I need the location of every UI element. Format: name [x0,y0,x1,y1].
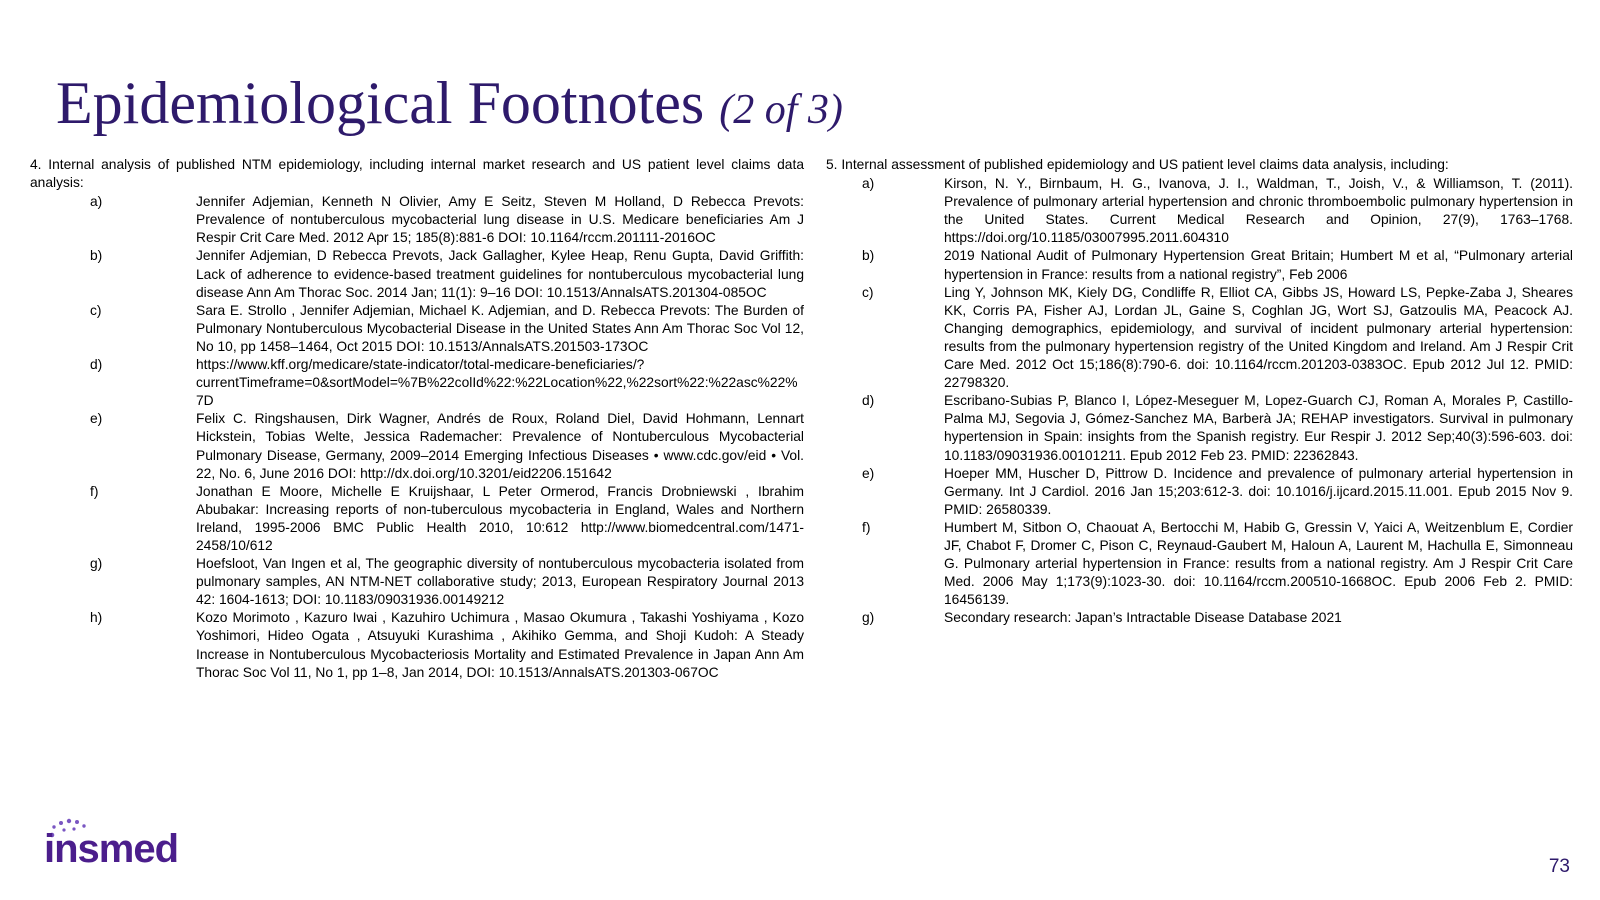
reference-item [30,609,804,681]
footnote-4-reference-list [30,193,804,682]
reference-text: Hoefsloot, Van Ingen et al, The geographic diversity of nontuberculous mycobacteria isolated from pulmonary samples, AN NTM-NET collaborative study; 2013, European Respiratory Journal 2013 42: 1604-1613; DOI: 10.1183/09031936.00149212 [196,556,804,608]
reference-item [826,465,1573,519]
reference-letter: a) [90,194,103,210]
reference-text: 2019 National Audit of Pulmonary Hypertension Great Britain; Humbert M et al, “Pulmonary arterial hypertension in France: results from a national registry”, Feb 2006 [944,248,1573,282]
footnotes-column-left [30,156,804,682]
footnotes-column-right [826,156,1573,627]
reference-item [30,483,804,555]
footnote-4-intro: 4. Internal analysis of published NTM epidemiology, including internal market research and US patient level claims data analysis: [30,157,804,191]
reference-text: Jennifer Adjemian, D Rebecca Prevots, Jack Gallagher, Kylee Heap, Renu Gupta, David Griffith: Lack of adherence to evidence-based treatment guidelines for nontuberculous mycobacterial lung disease Ann Am Thorac Soc. 2014 Jan; 11(1): 9–16 DOI: 10.1513/AnnalsATS.201304-085OC [196,248,804,300]
reference-letter: f) [90,483,99,499]
page-number: 73 [1548,856,1570,877]
insmed-logo [44,818,194,874]
reference-item [826,609,1573,627]
reference-text: Felix C. Ringshausen, Dirk Wagner, Andrés de Roux, Roland Diel, David Hohmann, Lennart Hickstein, Tobias Welte, Jessica Rademacher: Prevalence of Nontuberculous Mycobacterial Pulmonary Disease, Germany, 2009–2014 Emerging Infectious Diseases • www.cdc.gov/eid • Vol. 22, No. 6, June 2016 DOI: http://dx.doi.org/10.3201/eid2206.151642 [196,411,804,481]
reference-item [30,410,804,482]
footnote-5-intro: 5. Internal assessment of published epidemiology and US patient level claims data analysis, including: [826,157,1449,172]
footnote-5-reference-list [826,175,1573,627]
reference-letter: c) [90,302,102,318]
reference-text: Kozo Morimoto , Kazuro Iwai , Kazuhiro Uchimura , Masao Okumura , Takashi Yoshiyama , Kozo Yoshimori, Hideo Ogata , Atsuyuki Kurashima , Akihiko Gemma, and Shoji Kudoh: A Steady Increase in Nontuberculous Mycobacteriosis Mortality and Estimated Prevalence in Japan Ann Am Thorac Soc Vol 11, No 1, pp 1–8, Jan 2014, DOI: 10.1513/AnnalsATS.201303-067OC [196,610,804,680]
reference-item [826,392,1573,464]
reference-text: Secondary research: Japan’s Intractable Disease Database 2021 [944,610,1342,626]
reference-item [30,356,804,410]
title-main: Epidemiological Footnotes [56,70,705,136]
reference-text: Jonathan E Moore, Michelle E Kruijshaar, L Peter Ormerod, Francis Drobniewski , Ibrahim Abubakar: Increasing reports of non-tuberculous mycobacteria in England, Wales and Northern Ireland, 1995-2006 BMC Public Health 2010, 10:612 http://www.biomedcentral.com/1471-2458/10/612 [196,483,804,553]
reference-item [826,519,1573,609]
reference-letter: d) [90,357,103,373]
reference-text: Kirson, N. Y., Birnbaum, H. G., Ivanova, J. I., Waldman, T., Joish, V., & Williamson, T. (2011). Prevalence of pulmonary arterial hypertension and chronic thromboembolic pulmonary hypertension in the United States. Current Medical Research and Opinion, 27(9), 1763–1768. https://doi.org/10.1185/03007995.2011.604310 [944,176,1573,246]
reference-letter: a) [862,176,875,192]
reference-letter: h) [90,610,103,626]
reference-letter: e) [862,465,875,481]
reference-text: Jennifer Adjemian, Kenneth N Olivier, Amy E Seitz, Steven M Holland, D Rebecca Prevots: Prevalence of nontuberculous mycobacterial lung disease in U.S. Medicare beneficiaries Am J Respir Crit Care Med. 2012 Apr 15; 185(8):881-6 DOI: 10.1164/rccm.201111-2016OC [196,194,804,246]
reference-item [30,193,804,247]
reference-text: Hoeper MM, Huscher D, Pittrow D. Incidence and prevalence of pulmonary arterial hypertension in Germany. Int J Cardiol. 2016 Jan 15;203:612-3. doi: 10.1016/j.ijcard.2015.11.001. Epub 2015 Nov 9. PMID: 26580339. [944,465,1573,517]
reference-item [826,247,1573,283]
reference-text: Humbert M, Sitbon O, Chaouat A, Bertocchi M, Habib G, Gressin V, Yaici A, Weitzenblum E, Cordier JF, Chabot F, Dromer C, Pison C, Reynaud-Gaubert M, Haloun A, Laurent M, Hachulla E, Simonneau G. Pulmonary arterial hypertension in France: results from a national registry. Am J Respir Crit Care Med. 2006 May 1;173(9):1023-30. doi: 10.1164/rccm.200510-1668OC. Epub 2006 Feb 2. PMID: 16456139. [944,519,1573,608]
reference-item [30,247,804,301]
reference-item [826,284,1573,393]
reference-letter: g) [862,610,875,626]
reference-item [30,302,804,356]
reference-link-text: https://www.kff.org/medicare/state-indicator/total-medicare-beneficiaries/?currentTimeframe=0&sortModel=%7B%22colId%22:%22Location%22,%22sort%22:%22asc%22%7D [196,357,798,409]
reference-letter: e) [90,411,103,427]
reference-item [30,555,804,609]
title-part-indicator: (2 of 3) [719,87,843,133]
reference-letter: b) [862,248,875,264]
reference-letter: g) [90,556,103,572]
reference-text: Escribano-Subias P, Blanco I, López-Meseguer M, Lopez-Guarch CJ, Roman A, Morales P, Castillo-Palma MJ, Segovia J, Gómez-Sanchez MA, Barberà JA; REHAP investigators. Survival in pulmonary hypertension in Spain: insights from the Spanish registry. Eur Respir J. 2012 Sep;40(3):596-603. doi: 10.1183/09031936.00101211. Epub 2012 Feb 23. PMID: 22362843. [944,393,1573,463]
reference-letter: f) [862,519,871,535]
reference-item [826,175,1573,247]
reference-text: Ling Y, Johnson MK, Kiely DG, Condliffe R, Elliot CA, Gibbs JS, Howard LS, Pepke-Zaba J, Sheares KK, Corris PA, Fisher AJ, Lordan JL, Gaine S, Coghlan JG, Wort SJ, Gatzoulis MA, Peacock AJ. Changing demographics, epidemiology, and survival of incident pulmonary arterial hypertension: results from the pulmonary hypertension registry of the United Kingdom and Ireland. Am J Respir Crit Care Med. 2012 Oct 15;186(8):790-6. doi: 10.1164/rccm.201203-0383OC. Epub 2012 Jul 12. PMID: 22798320. [944,284,1573,391]
reference-letter: b) [90,248,103,264]
page-title [56,66,843,147]
reference-letter: c) [862,284,874,300]
logo-wordmark: insmed [44,827,179,871]
reference-text: Sara E. Strollo , Jennifer Adjemian, Michael K. Adjemian, and D. Rebecca Prevots: The Burden of Pulmonary Nontuberculous Mycobacterial Disease in the United States Ann Am Thorac Soc Vol 12, No 10, pp 1458–1464, Oct 2015 DOI: 10.1513/AnnalsATS.201503-173OC [196,302,804,354]
reference-letter: d) [862,393,875,409]
